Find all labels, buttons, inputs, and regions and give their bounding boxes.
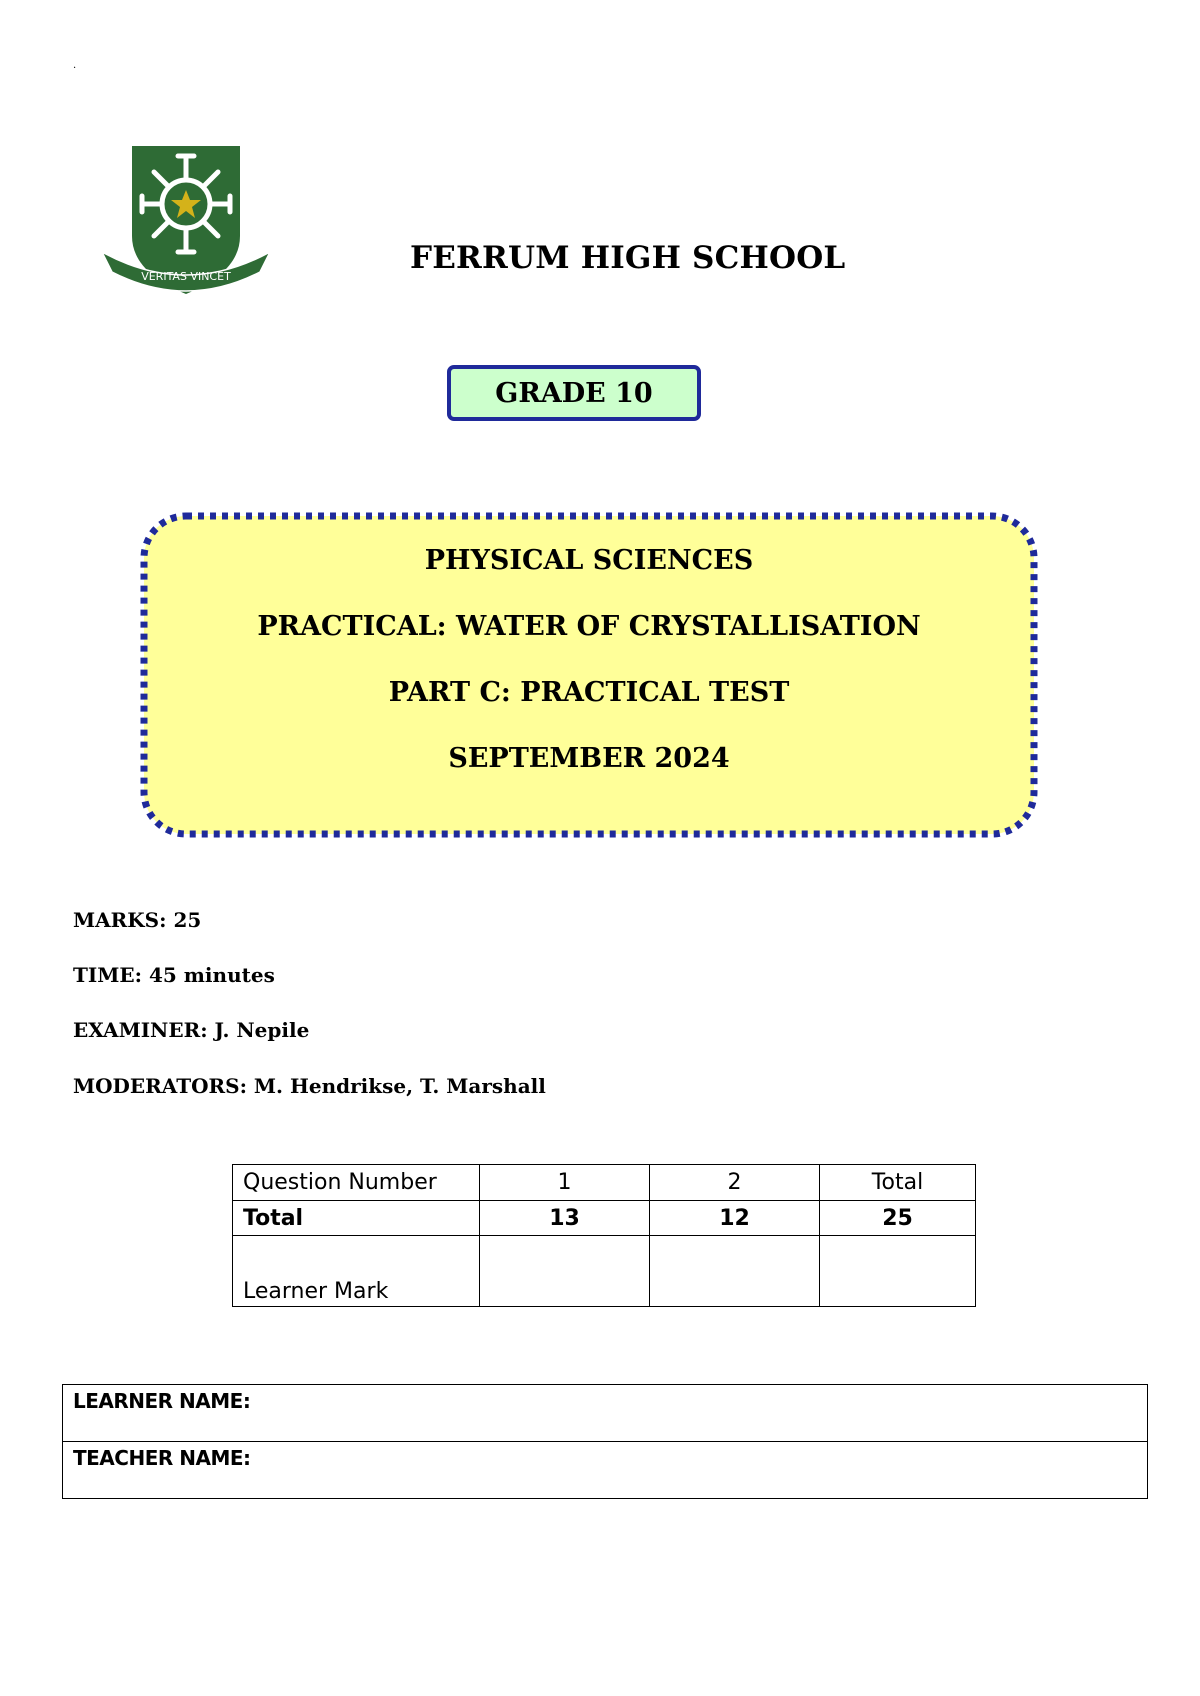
learner-mark-total-cell[interactable]	[820, 1236, 976, 1307]
table-row	[233, 1201, 976, 1236]
names-table	[62, 1384, 1148, 1499]
page-marker: .	[73, 60, 77, 71]
exam-date: SEPTEMBER 2024	[448, 743, 730, 774]
part-title: PART C: PRACTICAL TEST	[388, 677, 790, 708]
grade-badge: GRADE 10	[447, 365, 701, 421]
table-cell: 13	[480, 1201, 650, 1236]
table-row	[63, 1385, 1148, 1442]
learner-mark-q2-cell[interactable]	[650, 1236, 820, 1307]
learner-mark-q1-cell[interactable]	[480, 1236, 650, 1307]
table-cell: 2	[650, 1165, 820, 1201]
table-row	[63, 1442, 1148, 1499]
table-cell: Learner Mark	[233, 1236, 480, 1307]
logo-motto: VERITAS VINCET	[141, 270, 231, 283]
table-cell: 25	[820, 1201, 976, 1236]
table-row	[233, 1236, 976, 1307]
marks-table	[232, 1164, 976, 1307]
moderators-info: MODERATORS: M. Hendrikse, T. Marshall	[73, 1074, 546, 1098]
subject-title: PHYSICAL SCIENCES	[424, 545, 754, 576]
title-banner	[140, 512, 1038, 838]
learner-name-field[interactable]: LEARNER NAME:	[63, 1385, 1148, 1442]
examiner-info: EXAMINER: J. Nepile	[73, 1018, 310, 1042]
table-cell: Total	[233, 1201, 480, 1236]
practical-title: PRACTICAL: WATER OF CRYSTALLISATION	[257, 611, 921, 642]
school-name: FERRUM HIGH SCHOOL	[410, 240, 846, 276]
time-info: TIME: 45 minutes	[73, 963, 275, 987]
table-cell: 1	[480, 1165, 650, 1201]
school-crest-logo	[96, 140, 276, 300]
marks-info: MARKS: 25	[73, 908, 202, 932]
teacher-name-field[interactable]: TEACHER NAME:	[63, 1442, 1148, 1499]
table-cell: Question Number	[233, 1165, 480, 1201]
table-cell: Total	[820, 1165, 976, 1201]
table-row	[233, 1165, 976, 1201]
table-cell: 12	[650, 1201, 820, 1236]
